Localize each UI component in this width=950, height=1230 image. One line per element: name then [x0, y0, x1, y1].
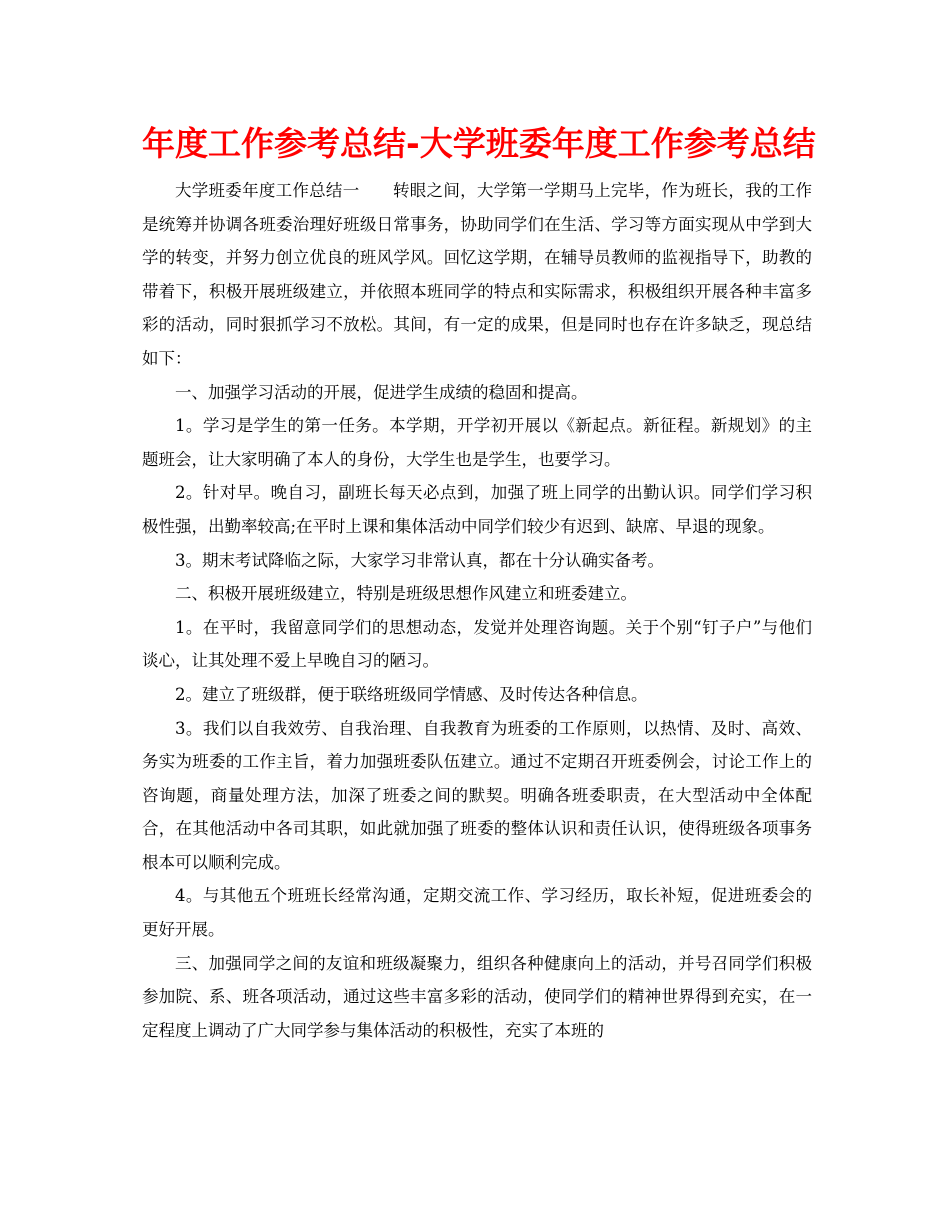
paragraph: 1。学习是学生的第一任务。本学期，开学初开展以《新起点。新征程。新规划》的主题班会，让大家明确了本人的身份，大学生也是学生，也要学习。 [142, 416, 812, 469]
document-body [142, 174, 812, 1047]
paragraph: 3。期末考试降临之际，大家学习非常认真，都在十分认确实备考。 [175, 550, 664, 570]
paragraph: 2。建立了班级群，便于联络班级同学情感、及时传达各种信息。 [175, 684, 648, 704]
paragraph: 三、加强同学之间的友谊和班级凝聚力，组织各种健康向上的活动，并号召同学们积极参加院、系、班各项活动，通过这些丰富多彩的活动，使同学们的精神世界得到充实，在一定程度上调动了广大同学参与集体活动的积极性，充实了本班的 [142, 953, 812, 1040]
paragraph: 4。与其他五个班班长经常沟通，定期交流工作、学习经历，取长补短，促进班委会的更好开展。 [142, 886, 812, 940]
paragraph: 一、加强学习活动的开展，促进学生成绩的稳固和提高。 [175, 382, 588, 402]
paragraph: 1。在平时，我留意同学们的思想动态，发觉并处理咨询题。关于个别“钉子户”与他们谈心，让其处理不爱上早晚自习的陋习。 [142, 617, 812, 671]
paragraph: 二、积极开展班级建立，特别是班级思想作风建立和班委建立。 [175, 584, 637, 604]
document-title: 年度工作参考总结-大学班委年度工作参考总结 [142, 124, 816, 163]
paragraph: 2。针对早。晚自习，副班长每天必点到，加强了班上同学的出勤认识。同学们学习积极性强，出勤率较高;在平时上课和集体活动中同学们较少有迟到、缺席、早退的现象。 [142, 483, 812, 536]
paragraph: 3。我们以自我效劳、自我治理、自我教育为班委的工作原则，以热情、及时、高效、务实为班委的工作主旨，着力加强班委队伍建立。通过不定期召开班委例会，讨论工作上的咨询题，商量处理方法，加深了班委之间的默契。明确各班委职责，在大型活动中全体配合，在其他活动中各司其职，如此就加强了班委的整体认识和责任认识，使得班级各项事务根本可以顺利完成。 [142, 718, 812, 872]
paragraph: 大学班委年度工作总结一 转眼之间，大学第一学期马上完毕，作为班长，我的工作是统筹并协调各班委治理好班级日常事务，协助同学们在生活、学习等方面实现从中学到大学的转变，并努力创立优良的班风学风。回忆这学期，在辅导员教师的监视指导下，助教的带着下，积极开展班级建立，并依照本班同学的特点和实际需求，积极组织开展各种丰富多彩的活动，同时狠抓学习不放松。其间，有一定的成果，但是同时也存在许多缺乏，现总结如下： [142, 181, 812, 368]
